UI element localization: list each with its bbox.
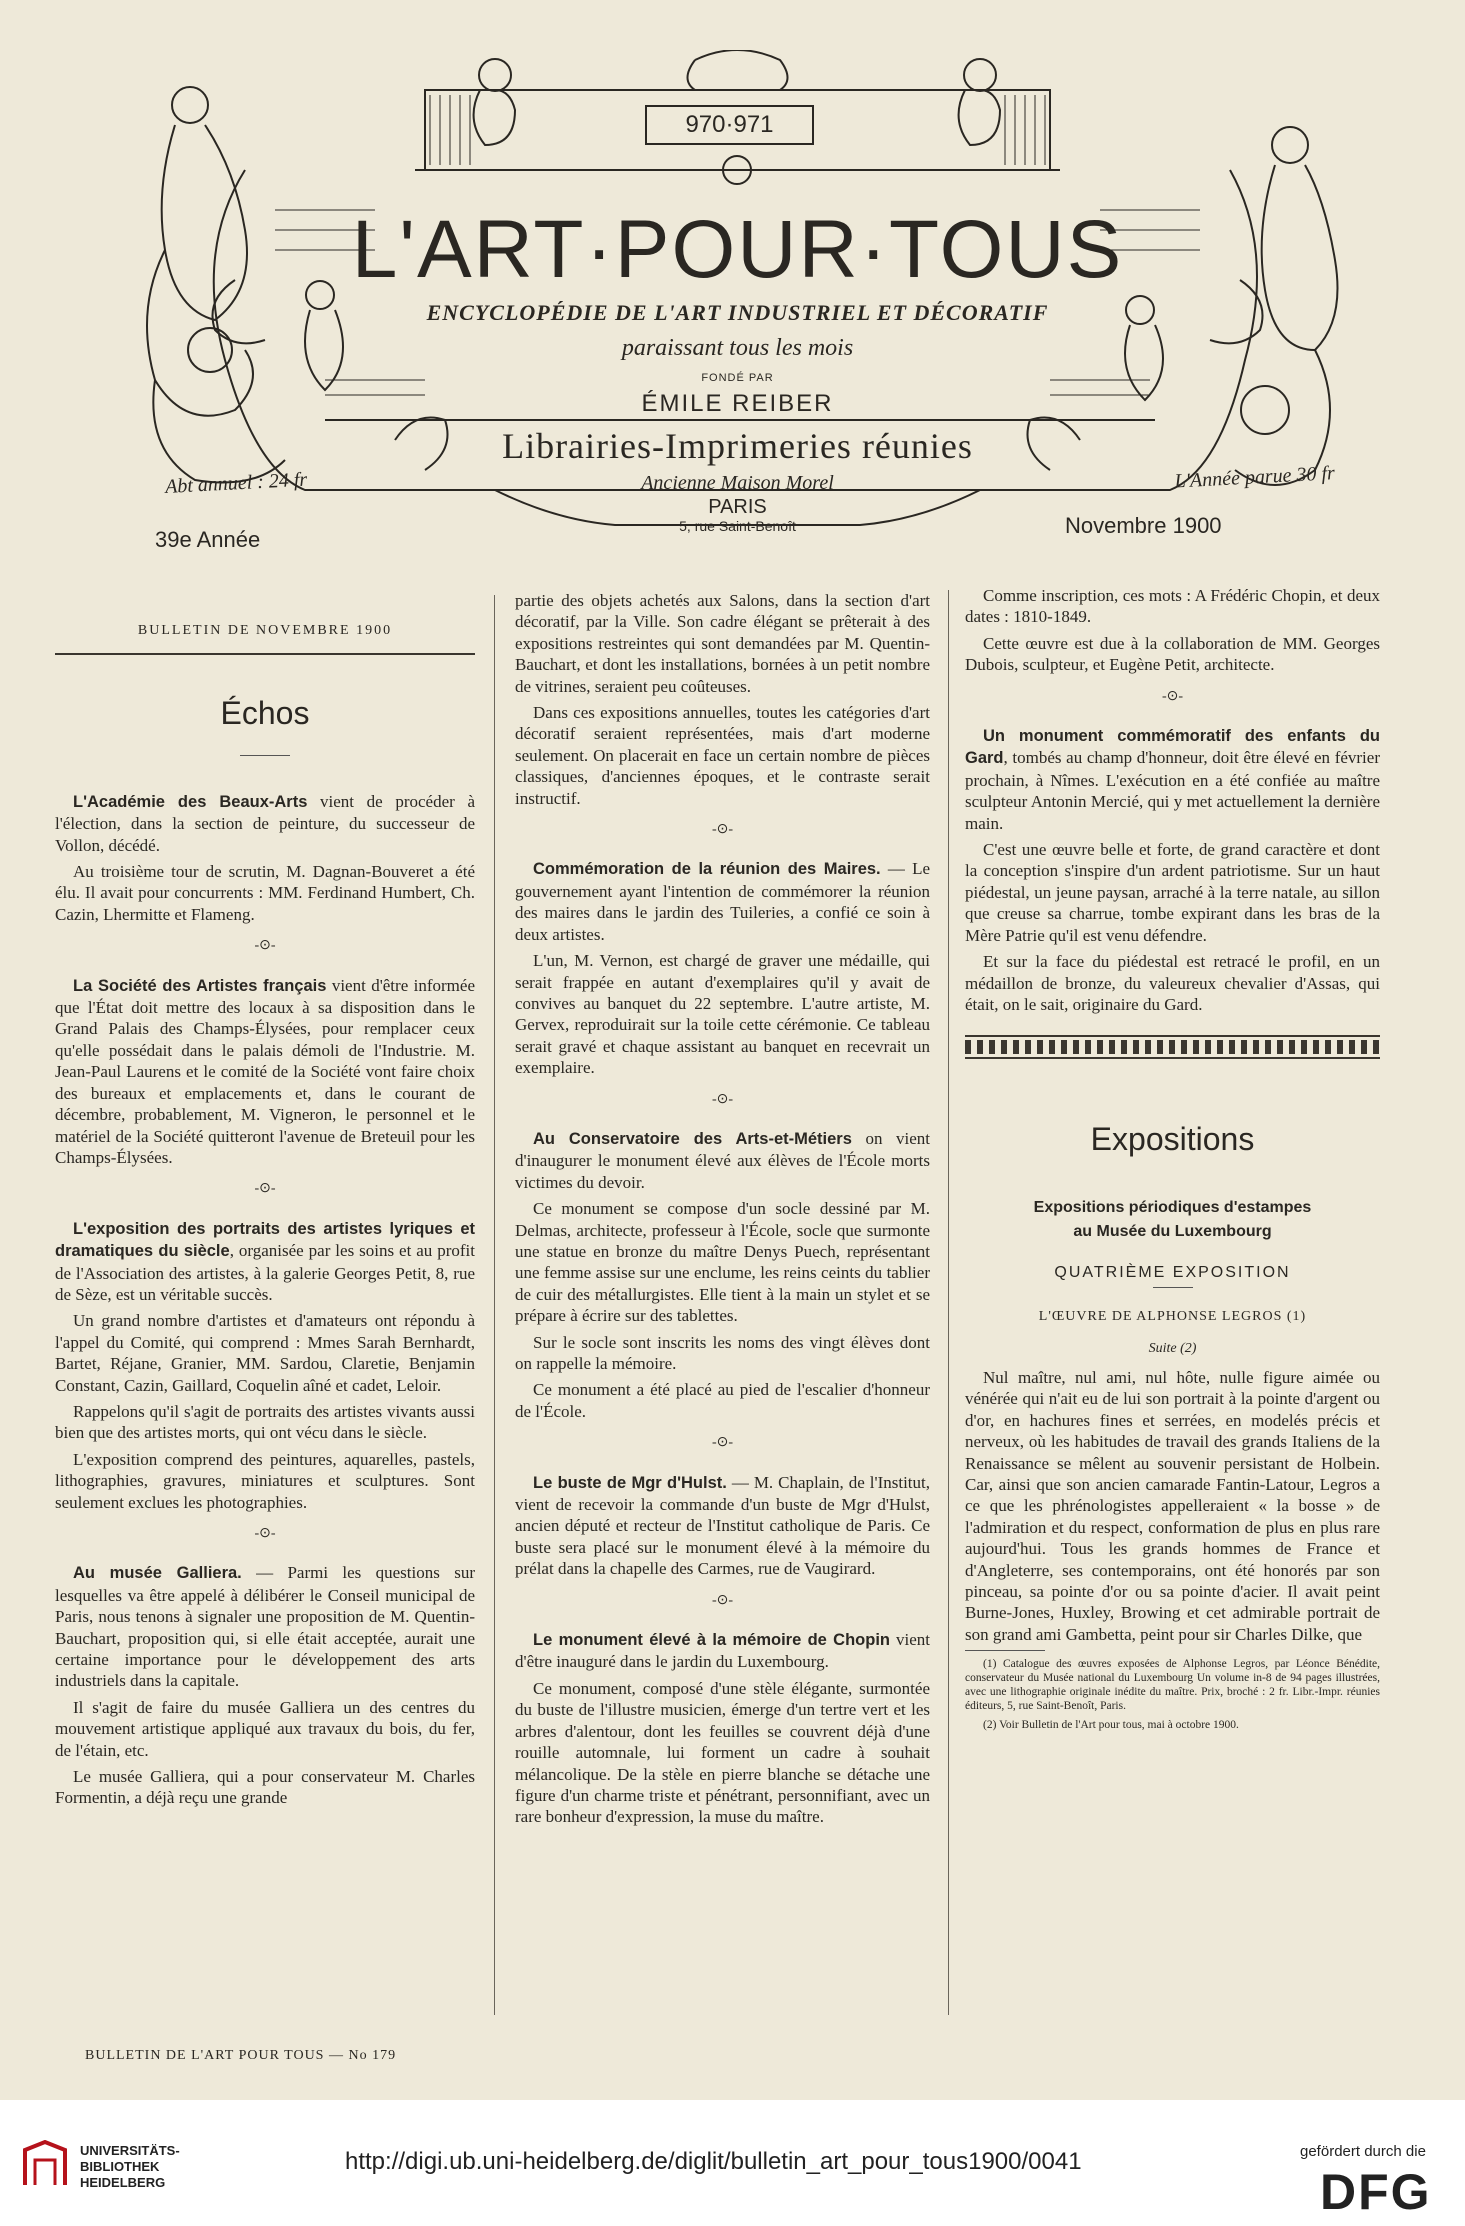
section-title-echos: Échos [220,695,310,732]
exhibition-subheading: Expositions périodiques d'estampes au Musée du Luxembourg [1033,1198,1312,1240]
masthead [95,50,1380,590]
paragraph: partie des objets achetés aux Salons, dans la section d'art décoratif, par la Ville. Son cadre élégant se prêterait à des expositions restreintes qui sont demandées par M. Quentin-Bauchart, et dont les installations, bornées à un petit nombre de vitrines, seraient peu coûteuses. [515,591,930,696]
oeuvre-heading: L'ŒUVRE DE ALPHONSE LEGROS (1) [1038,1309,1307,1325]
publisher-city: PARIS [708,496,767,518]
article-heading: La Société des Artistes français [73,976,327,995]
divider: -⊙- [254,938,276,954]
column-2 [515,590,930,1833]
paragraph: Ce monument a été placé au pied de l'escalier d'honneur de l'École. [515,1380,930,1421]
paragraph: Comme inscription, ces mots : A Frédéric Chopin, et deux dates : 1810-1849. [965,586,1380,627]
column-1 [55,615,475,1814]
former-house: Ancienne Maison Morel [641,472,834,494]
article-heading: L'Académie des Beaux-Arts [73,792,308,811]
caps-rule [1153,1287,1193,1288]
paragraph: L'un, M. Vernon, est chargé de graver une médaille, qui serait frappée en autant d'exemplaires qu'il y avait de convives au banquet du 22 septembre. L'autre artiste, M. Gervex, reproduirait sur la toile cette cérémonie. Ce tableau serait gravé et chaque assistant au banquet en recevrait un exemplaire. [515,951,930,1078]
divider: -⊙- [254,1181,276,1197]
article-heading: Le buste de Mgr d'Hulst. [533,1473,727,1492]
paragraph: Un grand nombre d'artistes et d'amateurs ont répondu à l'appel du Comité, qui comprend : Mmes Sarah Bernhardt, Bartet, Réjane, Granier, MM. Sardou, Claretie, Benjamin Constant, Cazin, Gaillard, Coquelin aîné et cadet, Leloir. [55,1311,475,1395]
founded-by-label: FONDÉ PAR [701,372,774,384]
page-footer: BULLETIN DE L'ART POUR TOUS — No 179 [85,2048,397,2063]
article-maires: Commémoration de la réunion des Maires. — Le gouvernement ayant l'intention de commémorer la réunion des maires dans le jardin des Tuileries, a confié ce soin à deux artistes. [515,859,930,944]
permalink-url[interactable]: http://digi.ub.uni-heidelberg.de/diglit/bulletin_art_pour_tous1900/0041 [345,2148,1082,2175]
paragraph: Dans ces expositions annuelles, toutes les catégories d'art décoratif seraient représentées, mais d'art moderne seulement. On placerait en face un certain nombre de pièces classiques, d'anciennes époques, et le contraste serait instructif. [515,703,930,808]
paragraph: Le musée Galliera, qui a pour conservateur M. Charles Formentin, a déjà reçu une grande [55,1767,475,1808]
article-heading: Un monument commémoratif des enfants du Gard [965,727,1380,768]
paragraph: Nul maître, nul ami, nul hôte, nulle figure aimée ou vénérée qui n'ait eu de lui son portrait à la pointe d'argent ou d'or, en hachures fines et serrées, en modelés précis et nerveux, où les habitudes de travail des grands Italiens de la Renaissance se mêlent au souvenir persistant de Holbein. Car, ainsi que son ancien camarade Fantin-Latour, Legros a ce que les phrénologistes appelleraient « la bosse » de l'admiration et du respect, conformation de plus en plus rare aujourd'hui. Tous les grands hommes de France et d'Angleterre, ses contemporains, ont été honorés par son pinceau, sa pointe d'or ou sa pointe d'acier. Il avait peint Burne-Jones, Huxley, Browing et cet admirable portrait de son grand ami Gambetta, peint pour sir Charles Dilke, que [965,1367,1380,1644]
article-gard: Un monument commémoratif des enfants du Gard, tombés au champ d'honneur, doit être élevé en février prochain, à Nîmes. L'exécution en a été confiée au maître sculpteur Antonin Mercié, qui y met actuellement la dernière main. [965,727,1380,833]
publisher-name: Librairies-Imprimeries réunies [502,426,973,466]
article-heading: Commémoration de la réunion des Maires. [533,860,881,879]
article-conservatoire: Au Conservatoire des Arts-et-Métiers on vient d'inaugurer le monument élevé aux élèves de l'École morts victimes du devoir. [515,1128,930,1192]
past-year-price: L'Année parue 30 fr [1174,462,1336,493]
paragraph: Ce monument, composé d'une stèle élégante, surmontée du buste de l'illustre musicien, émerge d'un tertre vert et les arbres d'alentour, dont les feuilles se couvrent déjà d'une rouille automnale, lui forment un cadre à souhait mélancolique. De la stèle en pierre blanche se détache une figure d'un charme triste et pénétrant, personnifiant, avec un rare bonheur d'expression, la muse du maître. [515,1678,930,1827]
footnote: (1) Catalogue des œuvres exposées de Alphonse Legros, par Léonce Bénédite, conservateur du Musée national du Luxembourg Un volume in-8 de 94 pages illustrées, avec une lithographie originale inédite du maître. Prix, broché : 2 fr. Libr.-Impr. réunies éditeurs, 5, rue Saint-Benoît, Paris. [965,1658,1380,1713]
divider: -⊙- [711,822,734,838]
section-rule [240,755,290,756]
paragraph: Sur le socle sont inscrits les noms des vingt élèves dont on rappelle la mémoire. [515,1332,930,1373]
divider: -⊙- [711,1091,734,1107]
journal-title: L'ART·POUR·TOUS [351,204,1124,295]
article-galliera: Au musée Galliera. — Parmi les questions sur lesquelles va être appelé à délibérer le Conseil municipal de Paris, nous tenons à signaler une proposition de M. Quentin-Bauchart, proposition qui, si elle était acceptée, aurait une certaine importance pour le développement des arts industriels dans la capitale. [55,1563,475,1691]
university-logo-icon [20,2140,70,2190]
article-academie: L'Académie des Beaux-Arts vient de procéder à l'élection, dans la section de peinture, du successeur de Vollon, décédé. [55,791,475,855]
article-chopin: Le monument élevé à la mémoire de Chopin vient d'être inauguré dans le jardin du Luxembourg. [515,1630,930,1672]
issue-month: Novembre 1900 [1065,513,1222,538]
column-rule-left [494,595,495,2015]
article-heading: Au musée Galliera. [73,1564,242,1583]
article-heading: Au Conservatoire des Arts-et-Métiers [533,1129,852,1148]
paragraph: Rappelons qu'il s'agit de portraits des artistes vivants aussi bien que des artistes morts, qui ont vécu dans le siècle. [55,1401,475,1443]
paragraph: Cette œuvre est due à la collaboration de MM. Georges Dubois, sculpteur, et Eugène Petit, architecte. [965,633,1380,675]
founder-name: ÉMILE REIBER [641,390,834,417]
paragraph: Il s'agit de faire du musée Galliera un des centres du mouvement artistique appliqué aux travaux du bois, du fer, de l'étain, etc. [55,1697,475,1760]
paragraph: L'exposition comprend des peintures, aquarelles, pastels, lithographies, gravures, miniatures et sculptures. Sont seulement exclues les photographies. [55,1449,475,1512]
paragraph: Et sur la face du piédestal est retracé le profil, en un médaillon de bronze, du valeureux chevalier d'Assas, qui était, on le sait, originaire du Gard. [965,952,1380,1014]
volume-year: 39e Année [155,527,261,552]
section-title-expositions: Expositions [1090,1121,1255,1158]
footnote: (2) Voir Bulletin de l'Art pour tous, mai à octobre 1900. [983,1719,1239,1732]
university-name: UNIVERSITÄTS- BIBLIOTHEK HEIDELBERG [80,2143,180,2190]
divider: -⊙- [254,1526,276,1541]
column-3 [965,585,1380,1737]
divider: -⊙- [711,1435,734,1451]
article-heading: L'exposition des portraits des artistes lyriques et dramatiques du siècle [55,1219,475,1261]
article-portraits: L'exposition des portraits des artistes lyriques et dramatiques du siècle, organisée par les soins et au profit de l'Association des artistes, à la galerie Georges Petit, 8, rue de Sèze, est un véritable succès. [55,1219,475,1304]
funded-by-label: gefördert durch die [1300,2143,1426,2160]
column-rule-right [948,590,949,2015]
paragraph: C'est une œuvre belle et forte, de grand caractère et dont la conception s'inspire d'un ardent patriotisme. Sur un haut piédestal, un jeune paysan, arraché à la terre natale, au sillon que creuse sa charrue, tombe expirant dans les bras de la Mère Patrie qu'il est venu défendre. [965,840,1380,945]
article-hulst: Le buste de Mgr d'Hulst. — M. Chaplain, de l'Institut, vient de recevoir la commande d'un buste de Mgr d'Hulst, ancien député et recteur de l'Institut catholique de Paris. Ce buste sera placé sur le monument élevé à la mémoire du prélat dans la chapelle des Carmes, rue de Vaugirard. [515,1472,930,1579]
divider: -⊙- [711,1592,734,1608]
ornamental-band [965,1035,1380,1059]
heading-rule [55,653,475,655]
publication-frequency: paraissant tous les mois [621,335,854,361]
article-societe: La Société des Artistes français vient d'être informée que l'État doit mettre des locaux à sa disposition dans le Grand Palais des Champs-Élysées, pour remplacer ceux qu'elle possédait dans le palais démoli de l'Industrie. M. Jean-Paul Laurens et le comité de la Société vont faire choix des bureaux et emplacements et, dans le courant de décembre, probablement, M. Vigneron, le personnel et le matériel de la Société quitteront l'avenue de Breteuil pour les Champs-Élysées. [55,975,475,1167]
issue-number: 970·971 [645,105,814,145]
footnote-rule [965,1650,1045,1651]
divider: -⊙- [1161,688,1184,704]
annual-subscription: Abt annuel : 24 fr [164,468,308,499]
article-heading: Le monument élevé à la mémoire de Chopin [533,1631,890,1650]
suite-label: Suite (2) [1148,1340,1197,1356]
paragraph: Au troisième tour de scrutin, M. Dagnan-Bouveret a été élu. Il avait pour concurrents : MM. Ferdinand Humbert, Ch. Cazin, Lhermitte et Flameng. [55,862,475,924]
publisher-street: 5, rue Saint-Benoît [679,518,796,534]
exhibition-number: QUATRIÈME EXPOSITION [1054,1263,1291,1281]
paragraph: Ce monument se compose d'un socle dessiné par M. Delmas, architecte, professeur à l'École, socle que surmonte une statue en bronze du maître Denys Puech, représentant une femme assise sur une enclume, les reins ceints du tablier de cuir des métallurgistes. Elle tient à la main un stylet et se prépare à écrire sur des tablettes. [515,1199,930,1326]
dfg-logo: DFG [1320,2164,1432,2220]
journal-subtitle: ENCYCLOPÉDIE DE L'ART INDUSTRIEL ET DÉCORATIF [426,300,1049,325]
bulletin-heading: BULLETIN DE NOVEMBRE 1900 [137,623,393,638]
